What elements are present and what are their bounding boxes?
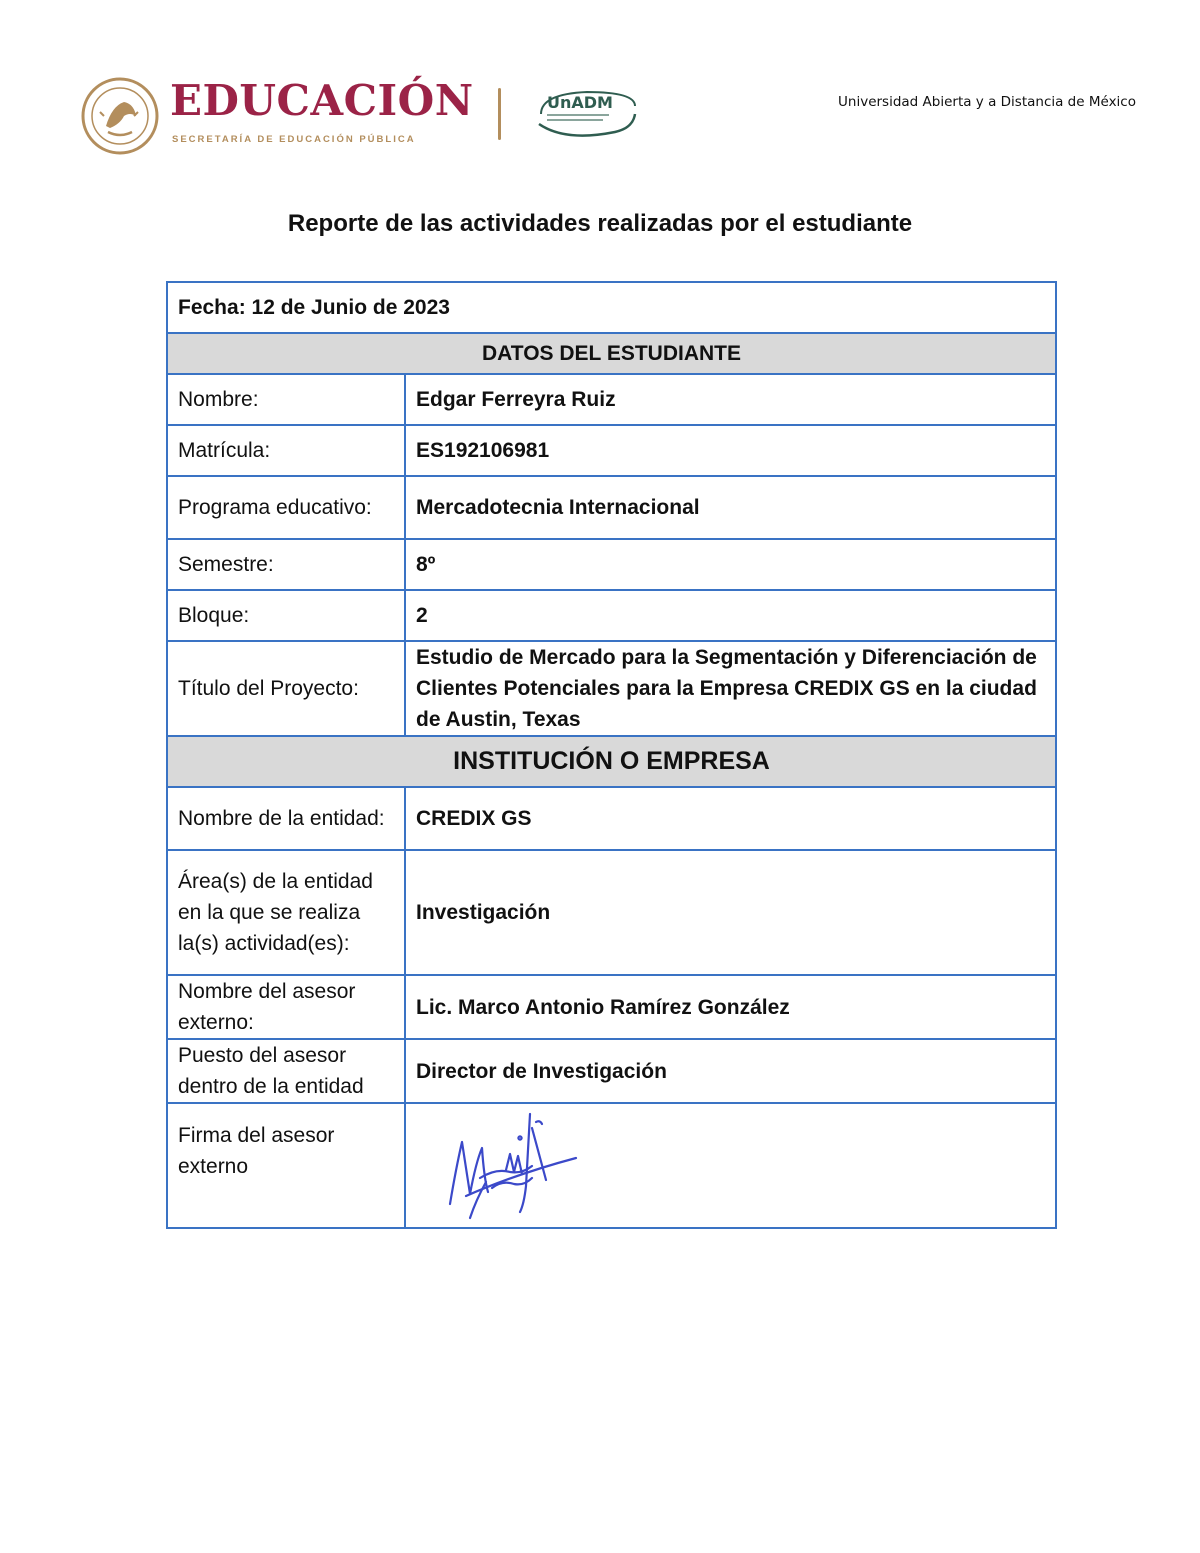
university-name: Universidad Abierta y a Distancia de México bbox=[838, 94, 1136, 110]
field-value: Mercadotecnia Internacional bbox=[405, 476, 1056, 539]
table-row bbox=[167, 374, 1056, 425]
field-label: Título del Proyecto: bbox=[167, 641, 405, 736]
table-row bbox=[167, 425, 1056, 476]
field-value: 8º bbox=[405, 539, 1056, 590]
mexican-seal-logo bbox=[80, 76, 160, 156]
field-label: Nombre de la entidad: bbox=[167, 787, 405, 850]
field-value: Investigación bbox=[405, 850, 1056, 975]
report-table bbox=[166, 281, 1057, 1229]
table-row bbox=[167, 1039, 1056, 1103]
field-value: Edgar Ferreyra Ruiz bbox=[405, 374, 1056, 425]
field-value: CREDIX GS bbox=[405, 787, 1056, 850]
field-label: Área(s) de la entidad en la que se realiza la(s) actividad(es): bbox=[167, 850, 405, 975]
signature-row bbox=[167, 1103, 1056, 1228]
field-label: Bloque: bbox=[167, 590, 405, 641]
student-section-row bbox=[167, 333, 1056, 374]
institution-section-heading: INSTITUCIÓN O EMPRESA bbox=[167, 736, 1056, 787]
svg-text:UnADM: UnADM bbox=[547, 93, 613, 112]
document-title: Reporte de las actividades realizadas por el estudiante bbox=[287, 210, 913, 237]
table-row bbox=[167, 850, 1056, 975]
brand-subtitle: SECRETARÍA DE EDUCACIÓN PÚBLICA bbox=[172, 134, 416, 145]
field-label: Puesto del asesor dentro de la entidad bbox=[167, 1039, 405, 1103]
table-row bbox=[167, 476, 1056, 539]
table-row bbox=[167, 590, 1056, 641]
brand-title: EDUCACIÓN bbox=[170, 76, 474, 125]
field-label: Matrícula: bbox=[167, 425, 405, 476]
institution-section-row bbox=[167, 736, 1056, 787]
signature-cell bbox=[405, 1103, 1056, 1228]
table-row bbox=[167, 787, 1056, 850]
field-value: Estudio de Mercado para la Segmentación y Diferenciación de Clientes Potenciales para la Empresa CREDIX GS en la ciudad de Austin, Texas bbox=[405, 641, 1056, 736]
field-label: Firma del asesor externo bbox=[167, 1103, 405, 1228]
field-value: Lic. Marco Antonio Ramírez González bbox=[405, 975, 1056, 1039]
field-value: 2 bbox=[405, 590, 1056, 641]
header-divider bbox=[498, 88, 501, 140]
field-label: Nombre del asesor externo: bbox=[167, 975, 405, 1039]
field-value: Director de Investigación bbox=[405, 1039, 1056, 1103]
table-row bbox=[167, 641, 1056, 736]
signature-image bbox=[436, 1108, 586, 1224]
table-row bbox=[167, 539, 1056, 590]
field-label: Semestre: bbox=[167, 539, 405, 590]
field-label: Programa educativo: bbox=[167, 476, 405, 539]
unadm-logo bbox=[535, 84, 640, 142]
field-value: ES192106981 bbox=[405, 425, 1056, 476]
page-header bbox=[0, 0, 1200, 170]
table-row bbox=[167, 975, 1056, 1039]
date-row bbox=[167, 282, 1056, 333]
date-cell: Fecha: 12 de Junio de 2023 bbox=[167, 282, 1056, 333]
field-label: Nombre: bbox=[167, 374, 405, 425]
student-section-heading: DATOS DEL ESTUDIANTE bbox=[167, 333, 1056, 374]
